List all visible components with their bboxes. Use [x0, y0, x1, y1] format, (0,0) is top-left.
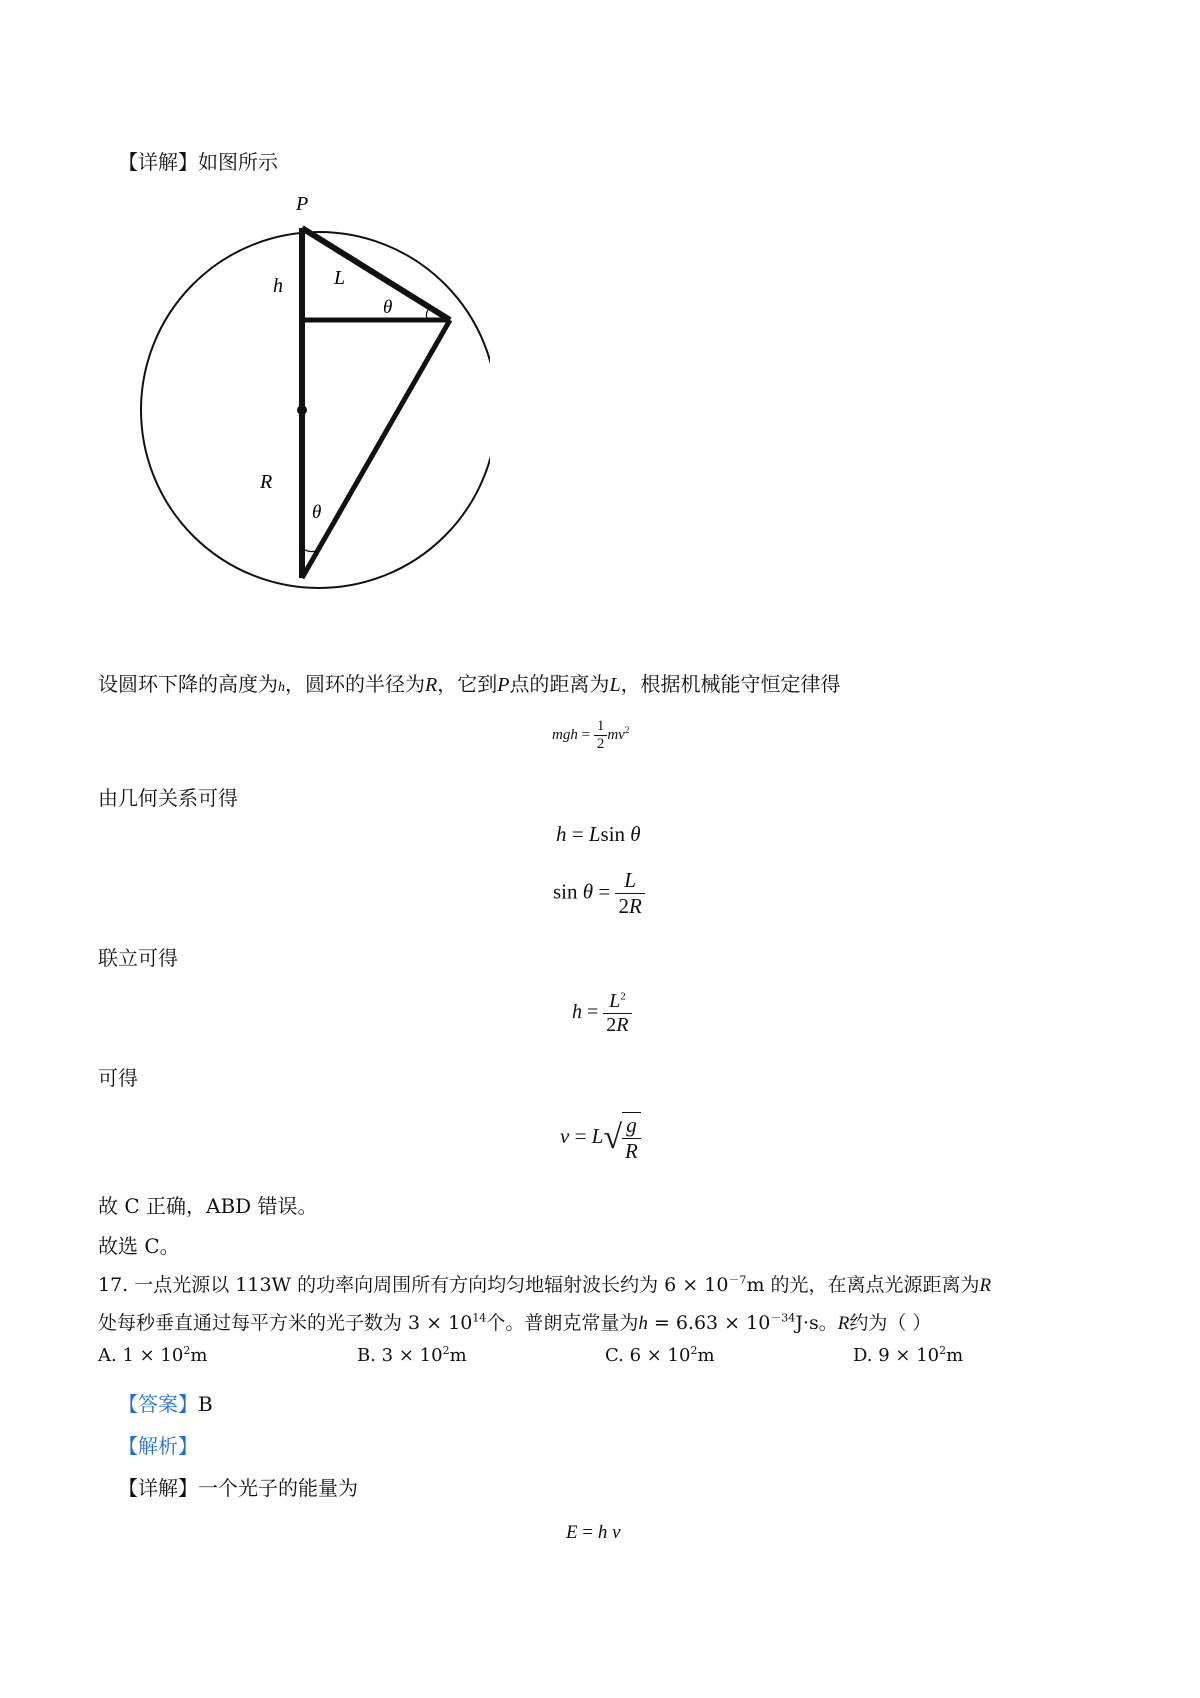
obtain-label: 可得 — [98, 1066, 138, 1090]
detail-heading: 【详解】如图所示 — [118, 150, 278, 174]
answer-line: 【答案】B — [118, 1392, 213, 1416]
label-P: P — [296, 193, 309, 215]
equation-h-L2: h = $\frac{L^2}{2R}$ — [572, 990, 632, 1037]
equation-h-Lsin: h = Lsin θ — [556, 822, 641, 846]
analysis-tag: 【解析】 — [118, 1434, 198, 1458]
option-d: D. $9 \times 10^2m$ — [853, 1344, 964, 1366]
geometry-figure — [110, 188, 490, 608]
question-17-line1: 17. 一点光源以 113W 的功率向周围所有方向均匀地辐射波长约为 $6 \times 10^{-7}m$ 的光，在离点光源距离为R — [98, 1273, 992, 1296]
detail2-line: 【详解】一个光子的能量为 — [118, 1476, 358, 1500]
equation-velocity: v = L√ $\frac{g}{R}$ — [560, 1112, 641, 1164]
geometry-relation-label: 由几何关系可得 — [98, 786, 238, 810]
option-c: C. $6 \times 10^2m$ — [605, 1344, 715, 1366]
chord-bottom — [302, 320, 450, 578]
label-theta-top: θ — [383, 297, 393, 318]
label-h: h — [273, 275, 283, 297]
equation-photon-energy: E = h ν — [566, 1522, 621, 1543]
equation-sin-theta: sin θ = $\frac{L}{2R}$ — [553, 868, 645, 919]
option-b: B. $3 \times 10^2m$ — [357, 1344, 467, 1366]
choose-line: 故选 C。 — [98, 1234, 180, 1258]
label-L: L — [334, 267, 346, 289]
setup-line: 设圆环下降的高度为h，圆环的半径为R，它到P点的距离为L，根据机械能守恒定律得 — [98, 672, 841, 696]
center-dot — [297, 405, 307, 415]
label-R: R — [260, 471, 273, 493]
label-theta-bottom: θ — [312, 502, 322, 523]
equation-energy: mgh = $\frac{1}{2}$ $mv^2$ — [552, 718, 630, 752]
ring-circle — [141, 232, 490, 588]
conclusion-line: 故 C 正确，ABD 错误。 — [98, 1194, 318, 1218]
question-17-line2: 处每秒垂直通过每平方米的光子数为 $3 \times 10^{14}$个。普朗克常量为$h = 6.63 \times 10^{-34}J\cdot s$。R约为（ ） — [98, 1311, 932, 1334]
option-a: A. $1 \times 10^2m$ — [98, 1344, 208, 1366]
combine-label: 联立可得 — [98, 946, 178, 970]
